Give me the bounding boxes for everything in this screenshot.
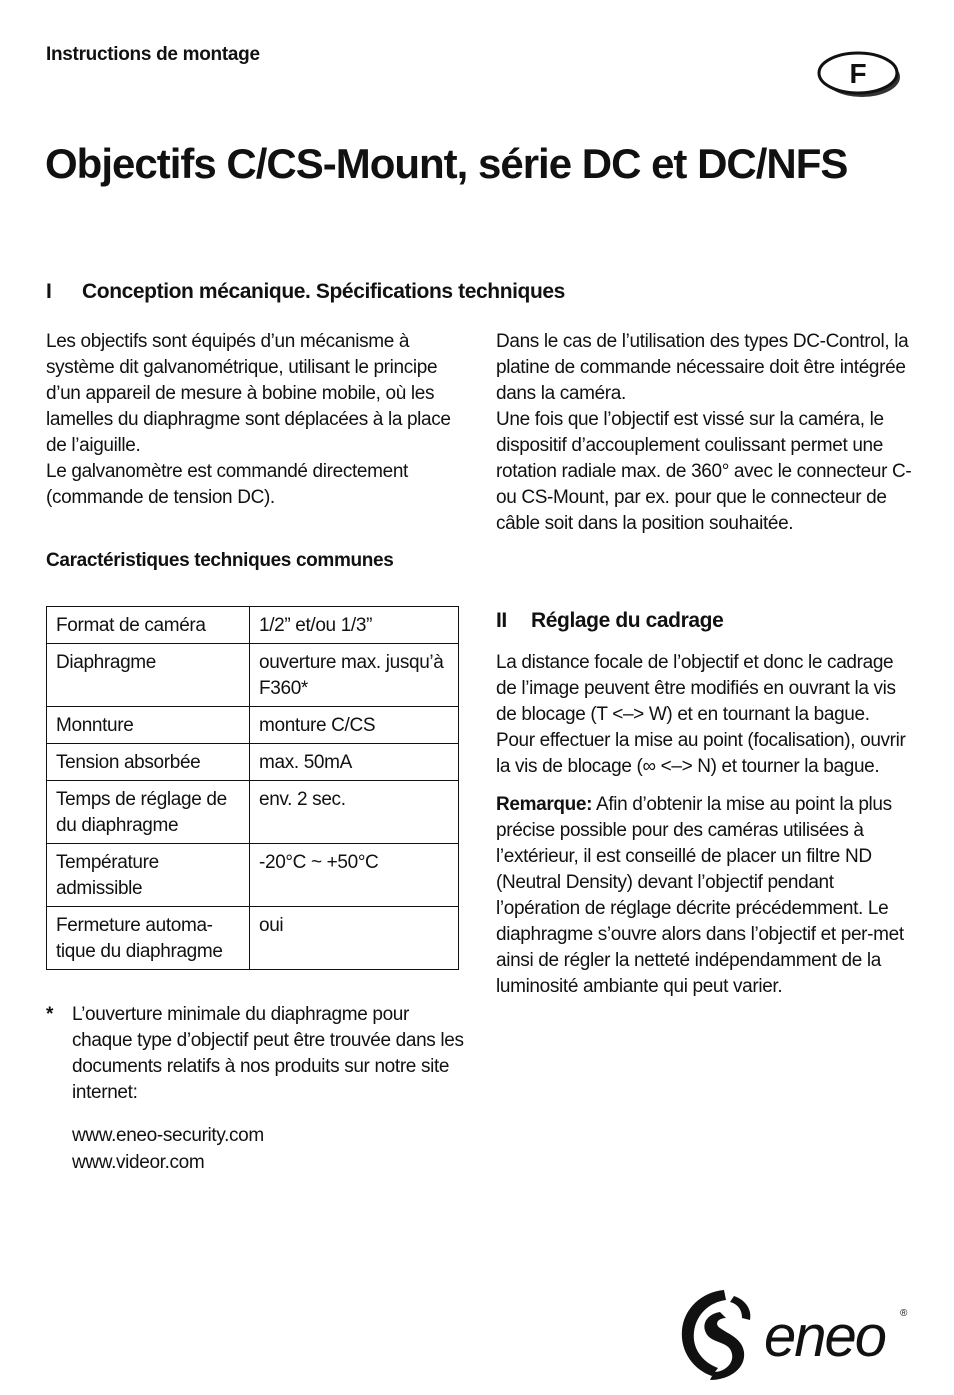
paragraph: Dans le cas de l’utilisation des types DC-Control, la platine de commande nécessaire doit être intégrée dans la caméra.: [496, 331, 909, 404]
table-row: [47, 844, 459, 907]
section-2-heading: [496, 609, 723, 633]
paragraph: La distance focale de l’objectif et donc le cadrage de l’image peuvent être modifiés en ouvrant la vis de blocage (T <–> W) et en tournant la bague.: [496, 652, 896, 725]
footnote: [46, 1002, 466, 1106]
table-row: [47, 907, 459, 970]
spec-value: oui: [250, 907, 459, 970]
section-1-heading: [46, 280, 565, 304]
table-row: [47, 744, 459, 781]
spec-value: max. 50mA: [250, 744, 459, 781]
table-row: [47, 707, 459, 744]
spec-value: -20°C ~ +50°C: [250, 844, 459, 907]
language-badge: [816, 50, 902, 100]
spec-value: monture C/CS: [250, 707, 459, 744]
footnote-text: L’ouverture minimale du diaphragme pour chaque type d’objectif peut être trouvée dans les documents relatifs à nos produits sur notre site internet:: [72, 1004, 464, 1103]
logo-registered-mark: ®: [900, 1308, 908, 1319]
logo-swirl-icon: [682, 1290, 751, 1380]
section-1-left-text: [46, 329, 466, 511]
spec-label: Température admissible: [47, 844, 250, 907]
paragraph: Une fois que l’objectif est vissé sur la caméra, le dispositif d’accouplement coulissant permet une rotation radiale max. de 360° avec le connecteur C- ou CS-Mount, par ex. pour que le connecteur de câble soit dans la position souhaitée.: [496, 409, 912, 534]
spec-label: Tension absorbée: [47, 744, 250, 781]
section-2-text: [496, 650, 916, 1000]
table-row: [47, 644, 459, 707]
note-text: Afin d’obtenir la mise au point la plus précise possible pour des caméras utilisées à l’extérieur, il est conseillé de placer un filtre ND (Neutral Density) devant l’objectif pendant l’opération de réglage décrite précédemment. Le diaphragme s’ouvre alors dans l’objectif et per-met ainsi de régler la netteté indépendamment de la luminosité ambiante qui peut varier.: [496, 794, 904, 997]
table-row: [47, 781, 459, 844]
website-link[interactable]: www.eneo-security.com: [72, 1125, 264, 1146]
section-1-right-text: [496, 329, 916, 537]
website-link[interactable]: www.videor.com: [72, 1152, 205, 1173]
header-label: Instructions de montage: [46, 44, 260, 65]
paragraph: Pour effectuer la mise au point (focalisation), ouvrir la vis de blocage (∞ <–> N) et tourner la bague.: [496, 730, 906, 777]
table-row: [47, 607, 459, 644]
spec-value: 1/2” et/ou 1/3”: [250, 607, 459, 644]
spec-value: ouverture max. jusqu’à F360*: [250, 644, 459, 707]
note-label: Remarque:: [496, 794, 593, 815]
spec-value: env. 2 sec.: [250, 781, 459, 844]
section-2-title: Réglage du cadrage: [531, 609, 724, 632]
note-paragraph: [496, 792, 916, 1000]
spec-label: Fermeture automa-tique du diaphragme: [47, 907, 250, 970]
section-1-title: Conception mécanique. Spécifications techniques: [82, 280, 565, 303]
specs-heading: Caractéristiques techniques communes: [46, 550, 394, 571]
specs-table: [46, 606, 459, 970]
paragraph: Les objectifs sont équipés d’un mécanisme à système dit galvanométrique, utilisant le principe d’un appareil de mesure à bobine mobile, où les lamelles du diaphragme sont déplacées à la place de l’aiguille.: [46, 331, 451, 456]
section-1-number: I: [46, 280, 52, 303]
spec-label: Temps de réglage de du diaphragme: [47, 781, 250, 844]
spec-label: Format de caméra: [47, 607, 250, 644]
eneo-logo: [672, 1282, 912, 1382]
paragraph: Le galvanomètre est commandé directement (commande de tension DC).: [46, 461, 408, 508]
spec-label: Monnture: [47, 707, 250, 744]
footnote-marker: *: [46, 1004, 54, 1025]
language-badge-letter: F: [849, 58, 867, 89]
page-title: Objectifs C/CS-Mount, série DC et DC/NFS: [45, 140, 848, 187]
logo-wordmark: eneo: [764, 1304, 886, 1369]
website-links: [72, 1122, 264, 1176]
spec-label: Diaphragme: [47, 644, 250, 707]
section-2-number: II: [496, 609, 507, 632]
